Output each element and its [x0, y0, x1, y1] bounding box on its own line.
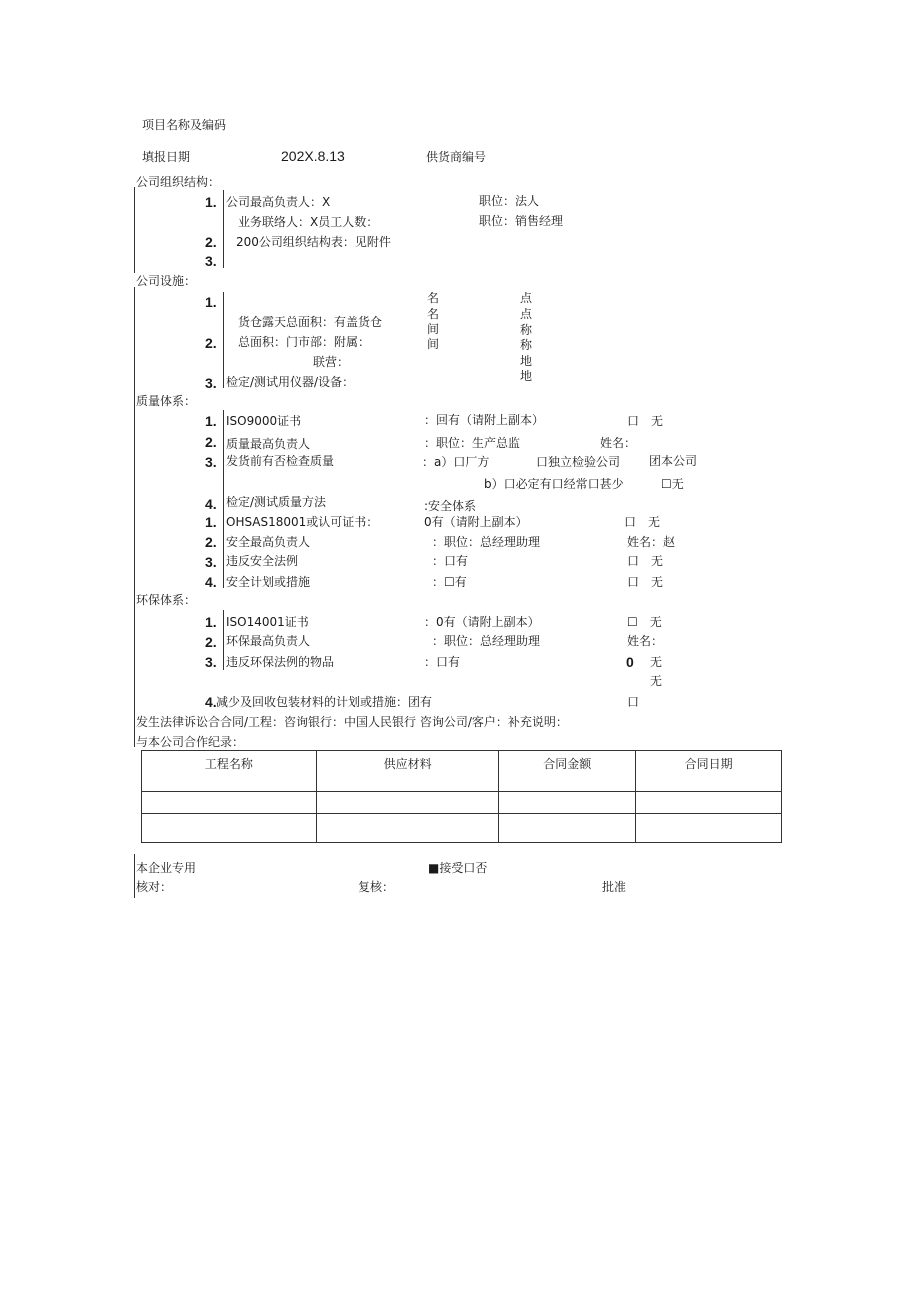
quality-pre-shipment-check: 发货前有否检查质量 — [226, 454, 335, 468]
column-contract-amount: 合同金额 — [499, 751, 636, 792]
quality-item-number: 4. — [205, 496, 217, 512]
table-row — [142, 792, 782, 814]
quality-manager-name: 姓名： — [600, 436, 637, 450]
quality-manager-position: ：职位：生产总监 — [424, 436, 521, 450]
env-violation-label: 违反环保法例的物品 — [226, 655, 335, 669]
table-cell[interactable] — [636, 792, 782, 814]
org-inner-border — [223, 190, 224, 268]
table-cell[interactable] — [499, 814, 636, 843]
env-iso14001-certificate: ISO14001证书 — [226, 615, 309, 629]
review-label: 复核： — [358, 880, 395, 894]
env-manager-position: ：职位：总经理助理 — [432, 634, 541, 648]
quality-iso9000-certificate: ISO9000证书 — [226, 414, 302, 428]
fill-date-label: 填报日期 — [142, 150, 191, 164]
env-packaging-plan-box[interactable]: 口 — [627, 695, 640, 709]
org-top-manager: 公司最高负责人：X — [226, 195, 331, 209]
safety-plan-label: 安全计划或措施 — [226, 575, 311, 589]
quality-item-number: 2. — [205, 434, 217, 450]
facility-inner-border — [223, 292, 224, 388]
facility-warehouse-area: 货仓露天总面积：有盖货仓 — [238, 315, 383, 329]
facility-joint-venture: 联营： — [313, 355, 350, 369]
safety-item-number: 4. — [205, 574, 217, 590]
env-violation-zero[interactable]: 0 — [626, 654, 634, 670]
facility-name-glyph: 间 — [427, 337, 440, 351]
safety-ohsas-none-option[interactable]: 口 无 — [624, 515, 661, 529]
accept-reject-options[interactable]: ■接受口否 — [428, 861, 488, 875]
cooperation-records-table — [141, 750, 782, 843]
table-row — [142, 814, 782, 843]
org-item-number: 1. — [205, 194, 217, 210]
env-violation-have[interactable]: ：口有 — [424, 655, 461, 669]
project-name-label: 项目名称及编码 — [142, 118, 227, 132]
quality-check-none[interactable]: ☐无 — [661, 477, 684, 491]
facility-location-glyph: 地 — [520, 369, 533, 383]
env-manager-label: 环保最高负责人 — [226, 634, 311, 648]
org-business-contact: 业务联络人：X员工人数： — [238, 215, 379, 229]
facility-section-title: 公司设施： — [136, 274, 197, 288]
env-item-number: 1. — [205, 614, 217, 630]
quality-iso9000-none-option[interactable]: 口 无 — [627, 414, 664, 428]
safety-item-number: 3. — [205, 554, 217, 570]
facility-name-glyph: 名 — [427, 307, 440, 321]
org-top-manager-position: 职位：法人 — [479, 194, 540, 208]
table-cell[interactable] — [316, 792, 499, 814]
env-iso14001-have-option[interactable]: ：0有（请附上副本） — [424, 615, 540, 629]
quality-check-frequency[interactable]: b）口必定有口经常口甚少 — [484, 477, 624, 491]
quality-item-number: 1. — [205, 413, 217, 429]
safety-violation-label: 违反安全法例 — [226, 554, 299, 568]
quality-manager-label: 质量最高负责人 — [226, 437, 311, 451]
column-contract-date: 合同日期 — [636, 751, 782, 792]
cooperation-records-title: 与本公司合作纪录： — [136, 735, 245, 749]
column-supplied-material: 供应材料 — [316, 751, 499, 792]
left-border-footer — [134, 854, 135, 898]
env-section-title: 环保体系： — [136, 593, 197, 607]
facility-item-number: 3. — [205, 375, 217, 391]
column-project-name: 工程名称 — [142, 751, 317, 792]
supplier-number-label: 供货商编号 — [426, 150, 487, 164]
quality-inner-border — [223, 410, 224, 588]
quality-iso9000-have-option[interactable]: ：回有（请附上副本） — [424, 413, 545, 427]
left-border-org — [134, 187, 135, 273]
quality-check-by-factory[interactable]: ：a）口厂方 — [422, 455, 490, 469]
safety-plan-have[interactable]: ：☐有 — [432, 575, 467, 589]
safety-plan-none[interactable]: 口 无 — [627, 575, 664, 589]
approve-label: 批准 — [602, 880, 627, 894]
facility-test-equipment: 检定/测试用仪器/设备： — [226, 375, 355, 389]
org-item-number: 3. — [205, 253, 217, 269]
safety-item-number: 2. — [205, 534, 217, 550]
safety-manager-position: ：职位：总经理助理 — [432, 535, 541, 549]
facility-total-area: 总面积：门市部：附属： — [238, 335, 371, 349]
org-structure-chart: 200公司组织结构表：见附件 — [236, 235, 391, 249]
facility-item-number: 1. — [205, 294, 217, 310]
table-header-row — [142, 751, 782, 792]
left-border-main — [134, 287, 135, 747]
safety-violation-none[interactable]: 口 无 — [627, 554, 664, 568]
facility-location-glyph: 点 — [520, 291, 533, 305]
org-contact-position: 职位：销售经理 — [479, 214, 564, 228]
facility-location-glyph: 称 — [520, 338, 533, 352]
facility-item-number: 2. — [205, 335, 217, 351]
safety-item-number: 1. — [205, 514, 217, 530]
facility-location-glyph: 地 — [520, 354, 533, 368]
quality-section-title: 质量体系： — [136, 394, 197, 408]
table-cell[interactable] — [142, 814, 317, 843]
table-cell[interactable] — [499, 792, 636, 814]
table-cell[interactable] — [142, 792, 317, 814]
table-cell[interactable] — [636, 814, 782, 843]
safety-ohsas-certificate: OHSAS18001或认可证书： — [226, 515, 379, 529]
safety-manager-label: 安全最高负责人 — [226, 535, 311, 549]
facility-name-glyph: 间 — [427, 322, 440, 336]
internal-use-label: 本企业专用 — [136, 861, 197, 875]
safety-manager-name: 姓名：赵 — [627, 535, 676, 549]
env-manager-name: 姓名： — [627, 634, 664, 648]
env-packaging-plan[interactable]: 减少及回收包装材料的计划或措施：团有 — [216, 695, 433, 709]
facility-location-glyph: 点 — [520, 307, 533, 321]
table-cell[interactable] — [316, 814, 499, 843]
safety-ohsas-have-option[interactable]: 0有（请附上副本） — [424, 515, 528, 529]
quality-check-by-company[interactable]: 团本公司 — [649, 454, 698, 468]
org-section-title: 公司组织结构： — [136, 175, 221, 189]
env-inner-border — [223, 610, 224, 670]
env-violation-none: 无 — [650, 655, 663, 669]
check-label: 核对： — [136, 880, 173, 894]
env-item-number: 4. — [205, 694, 217, 710]
quality-test-method: 检定/测试质量方法 — [226, 495, 327, 509]
quality-item-number: 3. — [205, 454, 217, 470]
facility-name-glyph: 名 — [427, 291, 440, 305]
safety-section-title: :安全体系 — [424, 499, 477, 513]
env-item-number: 2. — [205, 634, 217, 650]
env-violation-none-extra: 无 — [650, 674, 663, 688]
safety-violation-have[interactable]: ：口有 — [432, 554, 469, 568]
org-item-number: 2. — [205, 234, 217, 250]
facility-location-glyph: 称 — [520, 323, 533, 337]
env-item-number: 3. — [205, 654, 217, 670]
quality-check-by-independent[interactable]: 口独立检验公司 — [536, 455, 621, 469]
legal-consulting-line: 发生法律诉讼合合同/工程：咨询银行：中国人民银行 咨询公司/客户：补充说明： — [136, 715, 568, 729]
env-iso14001-none-option[interactable]: ☐ 无 — [627, 615, 662, 629]
fill-date-value[interactable]: 202X.8.13 — [281, 148, 345, 164]
